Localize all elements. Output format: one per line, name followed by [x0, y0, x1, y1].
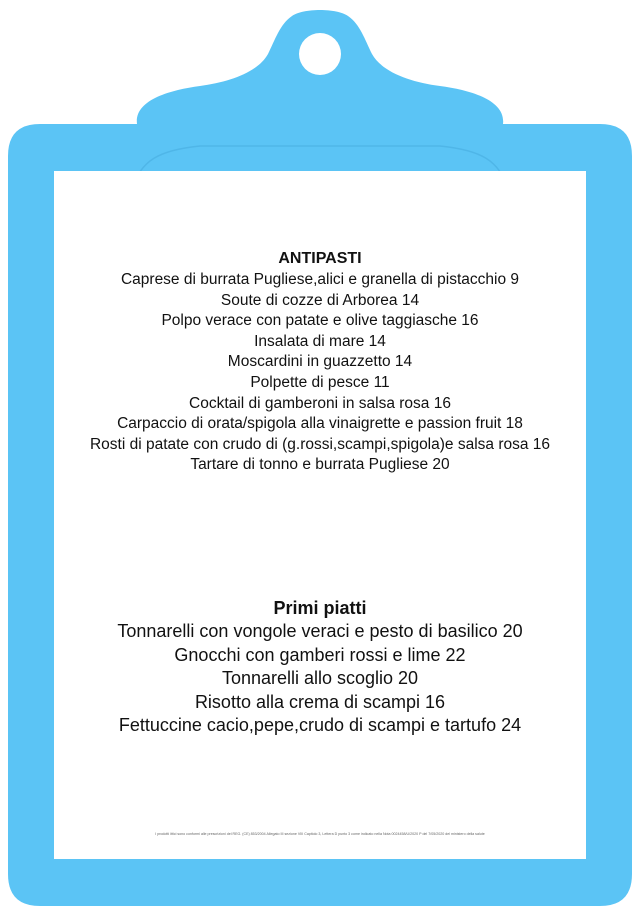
menu-item: Risotto alla crema di scampi 16 — [194, 691, 446, 712]
menu-item: Tonnarelli allo scoglio 20 — [221, 668, 419, 688]
menu-item: Cocktail di gamberoni in salsa rosa 16 — [189, 394, 451, 412]
menu-item: Soute di cozze di Arborea 14 — [220, 291, 420, 309]
menu-item: Carpaccio di orata/spigola alla vinaigrette e passion fruit 18 — [117, 415, 523, 433]
antipasti-title: ANTIPASTI — [278, 250, 362, 267]
menu-item: Tonnarelli con vongole veraci e pesto di basilico 20 — [117, 621, 523, 641]
primi-section — [54, 596, 586, 738]
menu-item: Fettuccine cacio,pepe,crudo di scampi e tartufo 24 — [118, 715, 522, 735]
menu-item: Gnocchi con gamberi rossi e lime 22 — [174, 644, 466, 665]
menu-item: Caprese di burrata Pugliese,alici e granella di pistacchio 9 — [120, 271, 520, 288]
primi-title: Primi piatti — [273, 598, 367, 618]
menu-item: Insalata di mare 14 — [254, 332, 386, 350]
menu-item: Tartare di tonno e burrata Pugliese 20 — [190, 456, 450, 474]
menu-item: Polpette di pesce 11 — [250, 373, 390, 391]
menu-item: Rosti di patate con crudo di (g.rossi,scampi,spigola)e salsa rosa 16 — [89, 435, 551, 453]
menu-item: Polpo verace con patate e olive taggiasche 16 — [161, 312, 479, 330]
clipboard-hole-icon — [299, 33, 341, 75]
footnote: I prodotti ittici sono conformi alle prescrizioni del REG. (CE) 853/2004 Allegato III sezione VIII Capitolo 3, Lettera D punto 3 come indicato nella Nota 0024458/U/2020 P del 7/05/2020 del ministero della salute — [155, 832, 485, 836]
antipasti-section — [54, 248, 586, 476]
menu-item: Moscardini in guazzetto 14 — [227, 353, 413, 371]
